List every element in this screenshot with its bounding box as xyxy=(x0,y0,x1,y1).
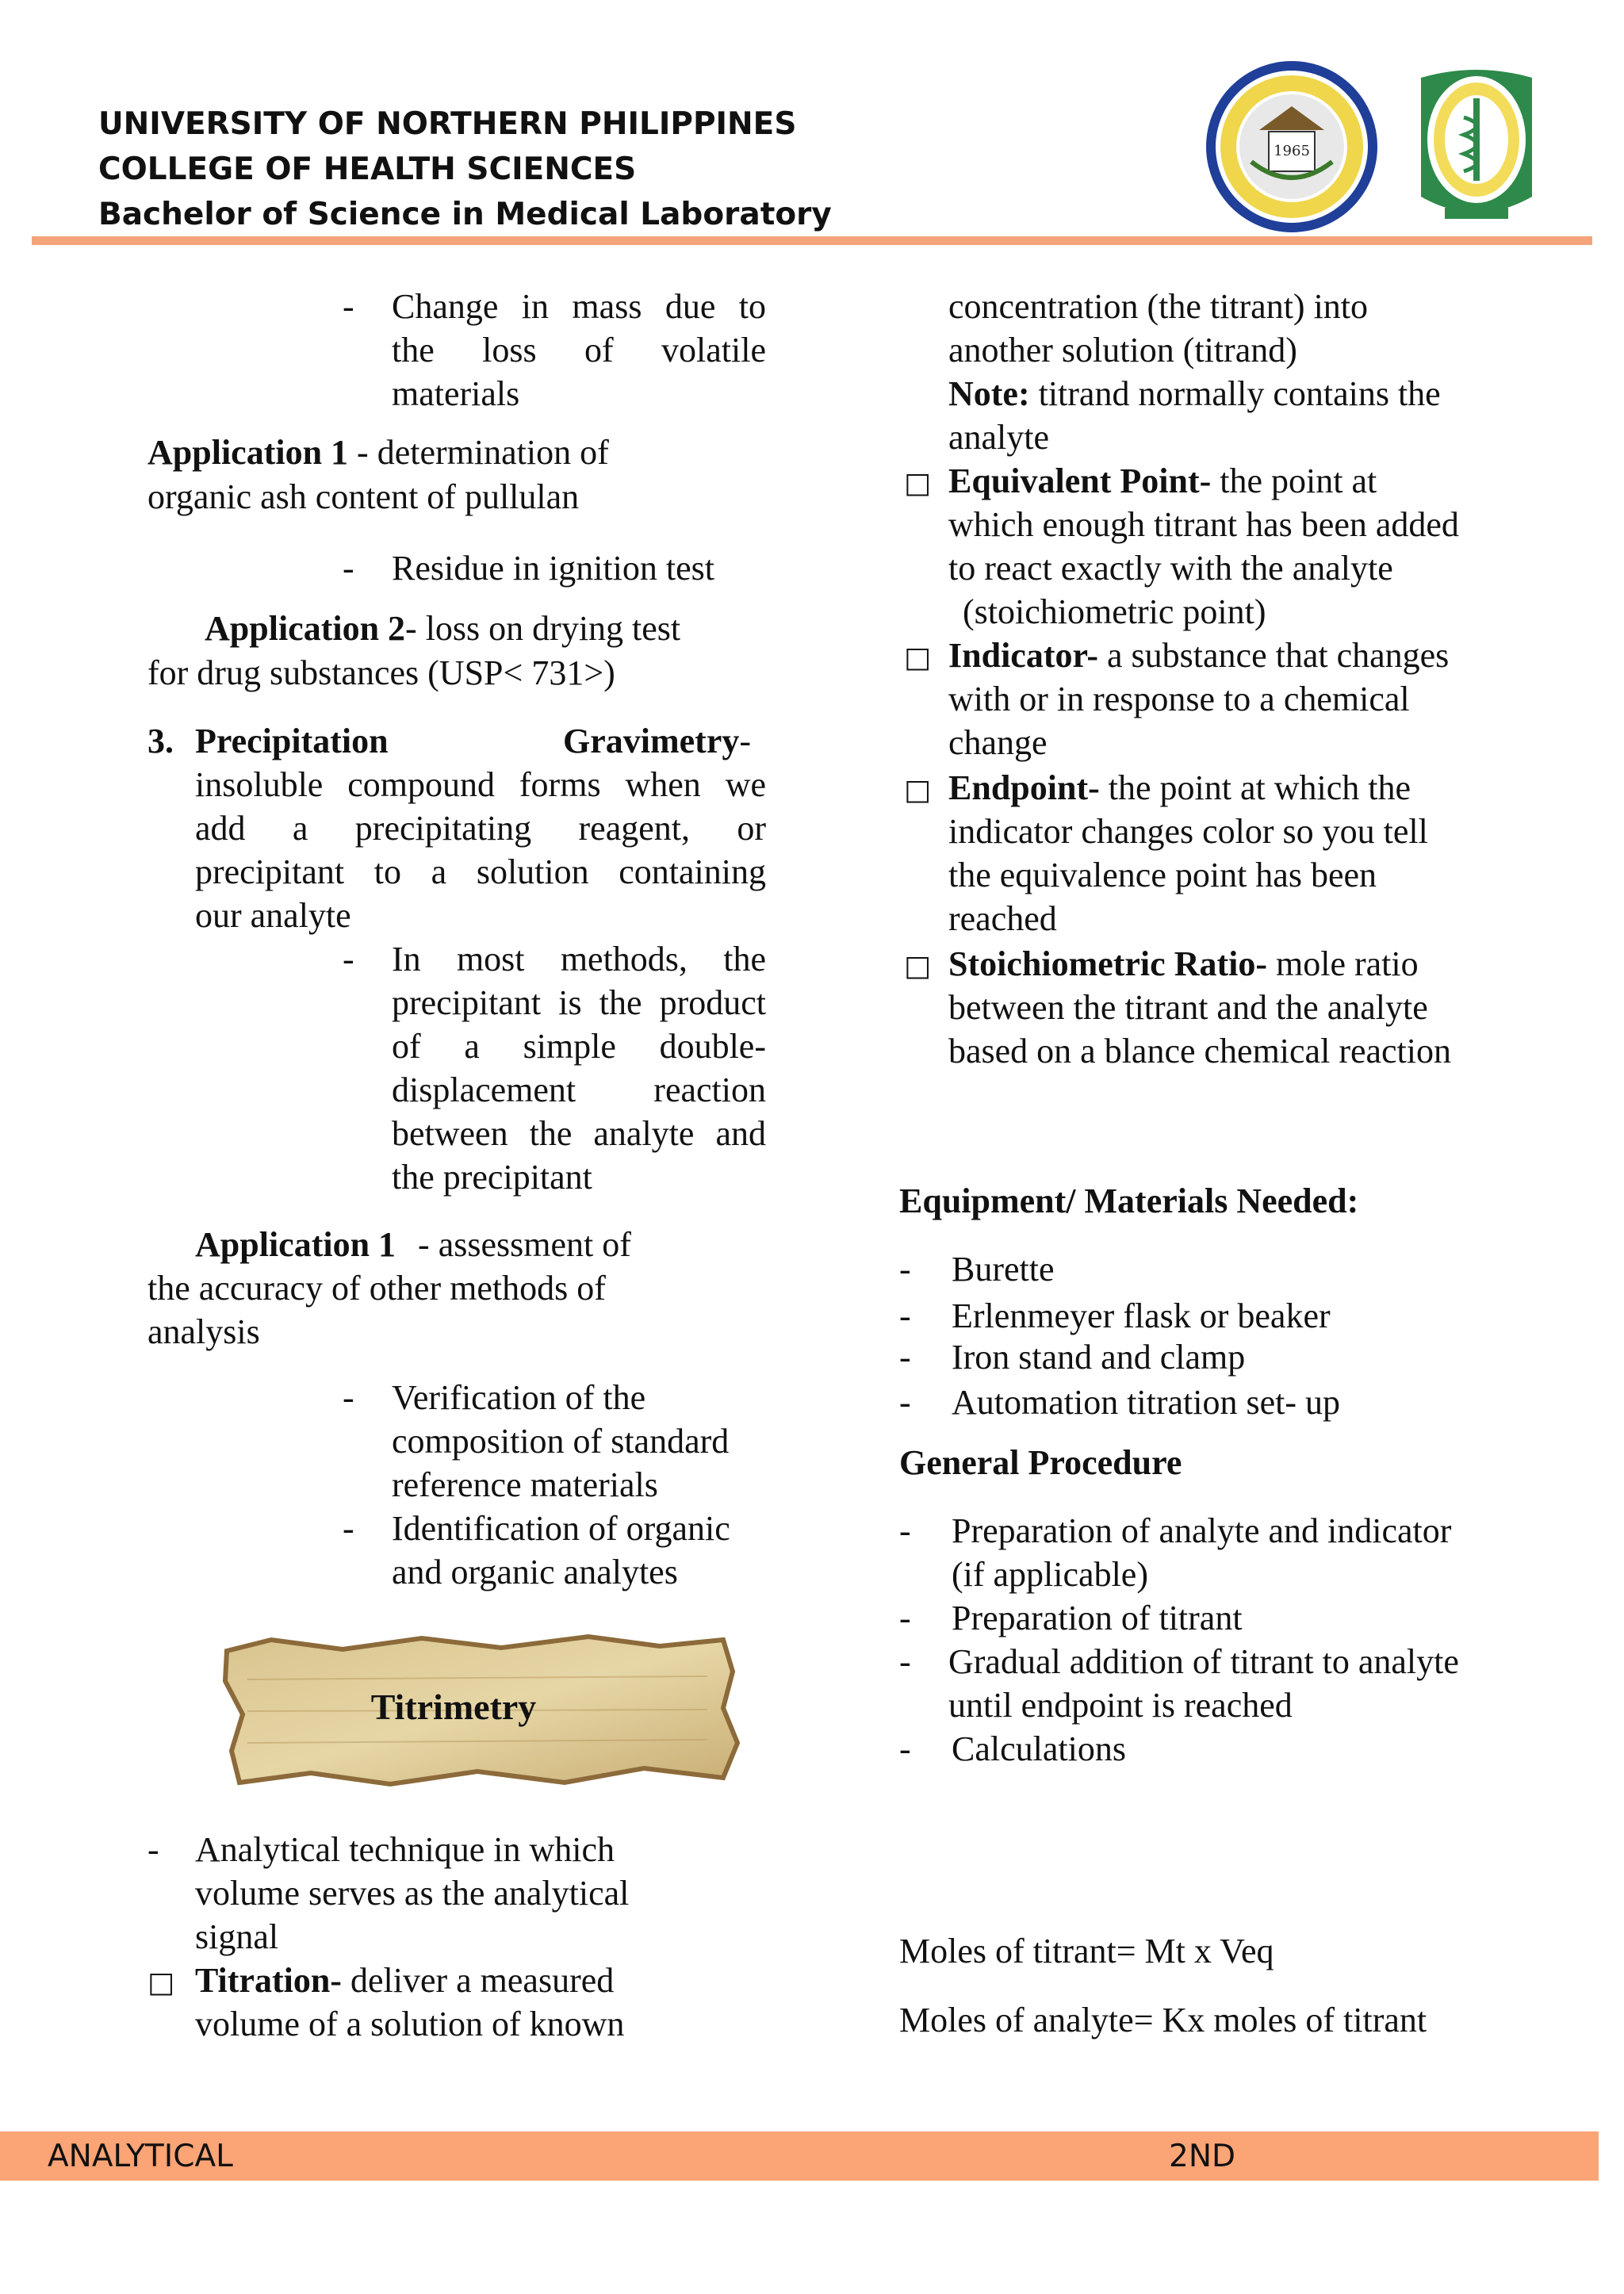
definition-line: based on a blance chemical reaction xyxy=(948,1032,1452,1070)
seal-year: 1965 xyxy=(1274,143,1310,159)
definition-text: mole ratio xyxy=(1267,944,1419,983)
list-item-text: Change in mass due to xyxy=(392,287,766,326)
definition-term: Endpoint- xyxy=(948,768,1100,807)
definition-term: Titration- xyxy=(195,1961,342,2000)
procedure-step: until endpoint is reached xyxy=(948,1686,1293,1725)
bullet-dash: - xyxy=(899,1511,911,1550)
note-text: titrand normally contains the xyxy=(1029,374,1441,413)
university-name: UNIVERSITY OF NORTHERN PHILIPPINES xyxy=(98,106,797,142)
paragraph-line: add a precipitating reagent, or xyxy=(195,809,766,848)
bullet-dash: - xyxy=(899,1642,911,1681)
bullet-dash: - xyxy=(899,1599,911,1637)
list-item-text: Verification of the xyxy=(392,1378,646,1417)
bullet-dash: - xyxy=(899,1729,911,1768)
definition-line: between the titrant and the analyte xyxy=(948,988,1428,1027)
paragraph-line: precipitant to a solution containing xyxy=(195,852,766,891)
section-title: Gravimetry- xyxy=(563,722,751,760)
list-item-text: Analytical technique in which xyxy=(195,1830,615,1869)
list-item-text: volume serves as the analytical xyxy=(195,1874,630,1913)
application-text: - determination of xyxy=(348,433,609,472)
footer-subject: ANALYTICAL xyxy=(48,2139,233,2174)
formula-line: Moles of titrant= Mt x Veq xyxy=(899,1932,1274,1970)
section-title-part: Gravimetry xyxy=(563,722,740,760)
definition-line xyxy=(195,1959,614,2002)
definition-text: the point at which the xyxy=(1099,768,1411,807)
footer-term: 2ND xyxy=(1169,2139,1236,2174)
header-divider xyxy=(32,236,1592,245)
bullet-dash: - xyxy=(147,1830,159,1869)
definition-term: Equivalent Point- xyxy=(948,461,1212,500)
procedure-step: (if applicable) xyxy=(952,1555,1148,1594)
program-name: Bachelor of Science in Medical Laboratory xyxy=(98,197,832,232)
equipment-item: Erlenmeyer flask or beaker xyxy=(952,1296,1331,1335)
list-item-text: Residue in ignition test xyxy=(392,549,714,588)
application-line: for drug substances (USP< 731>) xyxy=(147,653,615,692)
definition-line: change xyxy=(948,723,1048,762)
application-text: - loss on drying test xyxy=(405,609,681,648)
list-item-text: of a simple double- xyxy=(392,1027,766,1066)
checkbox-bullet-icon: □ xyxy=(147,1967,175,1999)
definition-line xyxy=(948,634,1449,677)
section-title: Precipitation xyxy=(195,722,389,760)
equipment-item: Automation titration set- up xyxy=(952,1383,1341,1422)
paragraph-line: insoluble compound forms when we xyxy=(195,765,766,804)
list-item-text: the precipitant xyxy=(392,1158,592,1197)
list-item-text: and organic analytes xyxy=(392,1553,678,1591)
definition-line: the equivalence point has been xyxy=(948,856,1377,894)
list-item-text: In most methods, the xyxy=(392,940,766,978)
college-name: COLLEGE OF HEALTH SCIENCES xyxy=(98,151,637,187)
definition-line: which enough titrant has been added xyxy=(948,505,1459,544)
bullet-dash: - xyxy=(343,549,354,588)
equipment-item: Burette xyxy=(952,1250,1055,1289)
definition-line: indicator changes color so you tell xyxy=(948,812,1428,851)
application-line xyxy=(205,607,680,650)
paragraph-line: our analyte xyxy=(195,896,351,935)
procedure-step: Preparation of titrant xyxy=(952,1599,1243,1637)
definition-line: volume of a solution of known xyxy=(195,2005,625,2043)
definition-text: the point at xyxy=(1211,461,1377,500)
bullet-dash: - xyxy=(343,287,354,326)
equipment-heading: Equipment/ Materials Needed: xyxy=(899,1181,1359,1220)
checkbox-bullet-icon: □ xyxy=(904,641,932,674)
application-label: Application 1 xyxy=(147,433,349,472)
definition-text: a substance that changes xyxy=(1098,636,1450,675)
college-emblem-logo xyxy=(1413,62,1540,232)
note-line xyxy=(948,372,1441,416)
definition-line xyxy=(948,942,1419,986)
list-item-text: reference materials xyxy=(392,1465,658,1504)
note-line: analyte xyxy=(948,418,1050,457)
list-item-text: composition of standard xyxy=(392,1422,730,1461)
application-text: - assessment of xyxy=(418,1225,631,1264)
titrimetry-heading: Titrimetry xyxy=(370,1687,537,1727)
application-line xyxy=(147,431,609,474)
university-seal-logo xyxy=(1204,59,1380,235)
procedure-step: Gradual addition of titrant to analyte xyxy=(948,1642,1459,1681)
formula-line: Moles of analyte= Kx moles of titrant xyxy=(899,2001,1427,2039)
definition-line xyxy=(948,459,1377,503)
bullet-dash: - xyxy=(343,940,354,978)
list-item-text: the loss of volatile xyxy=(392,331,766,370)
procedure-heading: General Procedure xyxy=(899,1443,1182,1482)
bullet-dash: - xyxy=(899,1383,911,1422)
checkbox-bullet-icon: □ xyxy=(904,774,932,806)
list-item-text: materials xyxy=(392,374,520,413)
paragraph-line: concentration (the titrant) into xyxy=(948,287,1369,326)
note-label: Note: xyxy=(948,374,1030,413)
application-line xyxy=(195,1223,631,1266)
footer-bar xyxy=(0,2131,1599,2181)
list-item-text: signal xyxy=(195,1917,279,1956)
definition-line: to react exactly with the analyte xyxy=(948,549,1393,588)
application-label: Application 1 xyxy=(195,1225,396,1264)
section-number: 3. xyxy=(147,722,174,760)
equipment-item: Iron stand and clamp xyxy=(952,1338,1246,1377)
list-item-text: precipitant is the product xyxy=(392,983,766,1022)
bullet-dash: - xyxy=(343,1378,354,1417)
application-line: the accuracy of other methods of xyxy=(147,1269,606,1308)
application-line: analysis xyxy=(147,1312,260,1351)
definition-term: Stoichiometric Ratio- xyxy=(948,944,1267,983)
definition-line xyxy=(948,766,1411,810)
list-item-text: between the analyte and xyxy=(392,1114,766,1153)
application-label: Application 2 xyxy=(205,609,406,648)
paragraph-line: another solution (titrand) xyxy=(948,331,1297,370)
procedure-step: Calculations xyxy=(952,1729,1126,1768)
bullet-dash: - xyxy=(899,1250,911,1289)
checkbox-bullet-icon: □ xyxy=(904,950,932,982)
bullet-dash: - xyxy=(343,1509,354,1548)
application-line: organic ash content of pullulan xyxy=(147,477,580,516)
definition-term: Indicator- xyxy=(948,636,1099,675)
list-item-text: displacement reaction xyxy=(392,1070,766,1109)
definition-line: (stoichiometric point) xyxy=(963,592,1266,631)
checkbox-bullet-icon: □ xyxy=(904,467,932,500)
definition-text: deliver a measured xyxy=(341,1961,615,2000)
definition-line: with or in response to a chemical xyxy=(948,680,1410,718)
list-item-text: Identification of organic xyxy=(392,1509,730,1548)
procedure-step: Preparation of analyte and indicator xyxy=(952,1511,1452,1550)
bullet-dash: - xyxy=(899,1338,911,1377)
bullet-dash: - xyxy=(899,1296,911,1335)
document-header xyxy=(98,101,832,237)
definition-line: reached xyxy=(948,899,1057,938)
